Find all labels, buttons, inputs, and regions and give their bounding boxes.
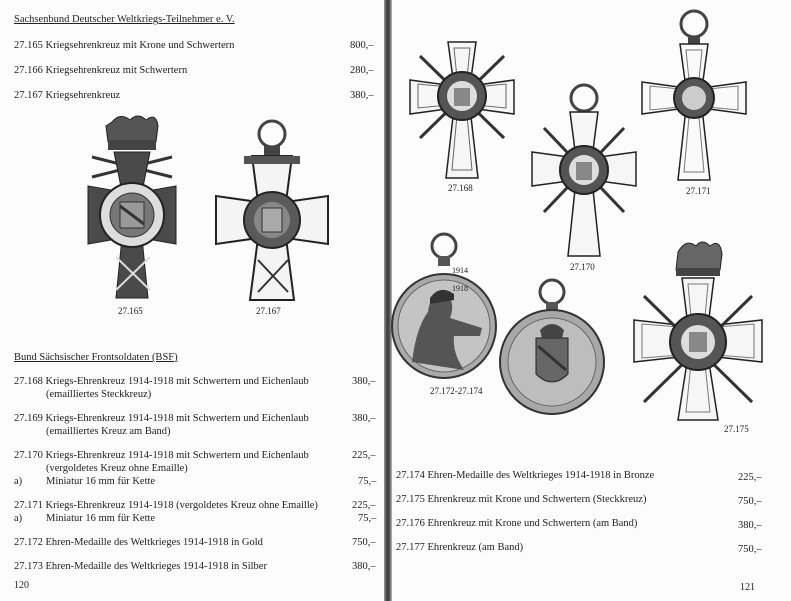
cross-crown-swords-image xyxy=(72,112,192,302)
price-27-170a: 75,– xyxy=(358,476,377,487)
medal-reverse-image xyxy=(496,280,606,430)
section-title-sachsenbund: Sachsenbund Deutscher Weltkriegs-Teilnehmer e. V. xyxy=(14,14,235,25)
list-item-27-169-detail: (emailliertes Kreuz am Band) xyxy=(46,426,171,437)
price-27-177: 750,– xyxy=(738,544,762,555)
caption-27-170: 27.170 xyxy=(570,262,595,272)
price-27-165: 800,– xyxy=(350,40,374,51)
price-27-168: 380,– xyxy=(352,376,376,387)
price-27-167: 380,– xyxy=(350,90,374,101)
book-spine xyxy=(384,0,392,601)
cross-ring-plain-image xyxy=(638,10,750,182)
list-item-27-169: 27.169 Kriegs-Ehrenkreuz 1914-1918 mit Schwertern und Eichenlaub xyxy=(14,413,309,424)
list-item-27-176: 27.176 Ehrenkreuz mit Krone und Schwertern (am Band) xyxy=(396,518,638,529)
caption-27-167: 27.167 xyxy=(256,306,281,316)
price-27-173: 380,– xyxy=(352,561,376,572)
price-27-176: 380,– xyxy=(738,520,762,531)
page-number-left: 120 xyxy=(14,580,29,591)
sub-item-27-171a: Miniatur 16 mm für Kette xyxy=(46,513,156,524)
price-27-169: 380,– xyxy=(352,413,376,424)
caption-27-175: 27.175 xyxy=(724,424,749,434)
list-item-27-168-detail: (emailliertes Steckkreuz) xyxy=(46,389,152,400)
section-title-bsf: Bund Sächsischer Frontsoldaten (BSF) xyxy=(14,352,178,363)
cross-crown-image xyxy=(630,236,766,422)
price-27-175: 750,– xyxy=(738,496,762,507)
list-item-27-173: 27.173 Ehren-Medaille des Weltkrieges 1914-1918 in Silber xyxy=(14,561,267,572)
caption-27-168: 27.168 xyxy=(448,183,473,193)
list-item-27-166: 27.166 Kriegsehrenkreuz mit Schwertern xyxy=(14,65,188,76)
price-27-174: 225,– xyxy=(738,472,762,483)
price-27-166: 280,– xyxy=(350,65,374,76)
price-27-172: 750,– xyxy=(352,537,376,548)
cross-swords-oakleaf-image xyxy=(406,38,518,180)
caption-27-171: 27.171 xyxy=(686,186,711,196)
list-item-27-174: 27.174 Ehren-Medaille des Weltkrieges 1914-1918 in Bronze xyxy=(396,470,655,481)
right-page xyxy=(392,0,791,601)
list-item-27-170-detail: (vergoldetes Kreuz ohne Emaille) xyxy=(46,463,188,474)
list-item-27-167: 27.167 Kriegsehrenkreuz xyxy=(14,90,121,101)
cross-ring-swords-image xyxy=(528,84,640,260)
sub-marker-27-170: a) xyxy=(14,476,23,487)
price-27-171a: 75,– xyxy=(358,513,377,524)
medal-obverse-image xyxy=(394,232,504,382)
sub-marker-27-171: a) xyxy=(14,513,23,524)
list-item-27-165: 27.165 Kriegsehrenkreuz mit Krone und Schwertern xyxy=(14,40,235,51)
medal-year-bottom: 1918 xyxy=(452,284,468,293)
list-item-27-177: 27.177 Ehrenkreuz (am Band) xyxy=(396,542,524,553)
list-item-27-171: 27.171 Kriegs-Ehrenkreuz 1914-1918 (vergoldetes Kreuz ohne Emaille) xyxy=(14,500,318,511)
sub-item-27-170a: Miniatur 16 mm für Kette xyxy=(46,476,156,487)
list-item-27-170: 27.170 Kriegs-Ehrenkreuz 1914-1918 mit Schwertern und Eichenlaub xyxy=(14,450,309,461)
left-page xyxy=(0,0,386,601)
caption-27-165: 27.165 xyxy=(118,306,143,316)
page-number-right: 121 xyxy=(740,582,755,593)
caption-27-172-174: 27.172-27.174 xyxy=(430,386,483,396)
price-27-170: 225,– xyxy=(352,450,376,461)
list-item-27-168: 27.168 Kriegs-Ehrenkreuz 1914-1918 mit Schwertern und Eichenlaub xyxy=(14,376,309,387)
list-item-27-175: 27.175 Ehrenkreuz mit Krone und Schwertern (Steckkreuz) xyxy=(396,494,647,505)
price-27-171: 225,– xyxy=(352,500,376,511)
list-item-27-172: 27.172 Ehren-Medaille des Weltkrieges 1914-1918 in Gold xyxy=(14,537,263,548)
cross-ring-image xyxy=(214,120,330,304)
medal-year-top: 1914 xyxy=(452,266,468,275)
